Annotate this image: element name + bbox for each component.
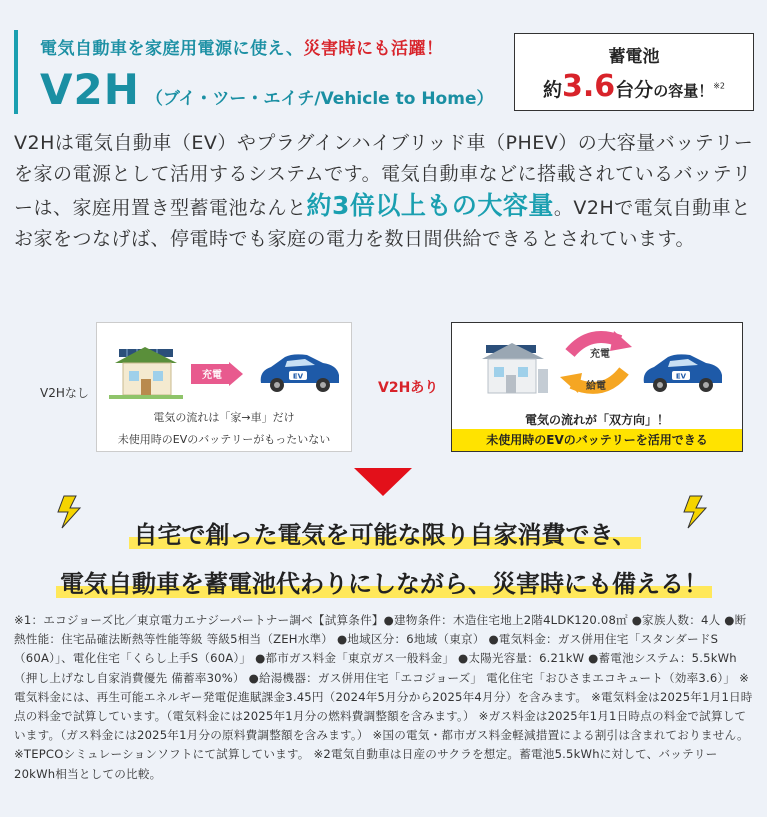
page-title — [40, 65, 504, 114]
capacity-box — [514, 33, 754, 111]
charge-arrow-label: 充電 — [202, 370, 222, 381]
ev-car-icon — [644, 354, 722, 392]
without-note-waste: 未使用時のEVのバッテリーがもったいない — [117, 433, 331, 446]
description-highlight: 約3倍以上もの大容量 — [306, 191, 554, 220]
capacity-unit: 台分 — [615, 79, 654, 101]
capacity-note-mark: ※2 — [713, 81, 725, 91]
title-v2h: V2H — [40, 65, 140, 114]
with-v2h-illustration — [452, 323, 744, 409]
subtitle-emphasis: 災害時にも活躍！ — [303, 39, 444, 59]
description-text-2: 。V2Hで電気自動車とお家をつなげば、停電時でも家庭の電力を数日間供給できるとされています。 — [14, 197, 751, 250]
tagline-line1-text: 自宅で創った電気を可能な限り自家消費でき、 — [129, 521, 640, 549]
charge-arrow — [191, 362, 243, 386]
ev-badge-text: EV — [292, 372, 304, 381]
capacity-label: 蓄電池 — [608, 47, 660, 67]
with-v2h-panel — [451, 322, 743, 452]
footnote: ※1：エコジョーズ比／東京電力エナジーパートナー調べ【試算条件】●建物条件：木造住宅地上2階4LDK120.08㎡ ●家族人数：4人 ●断熱性能：住宅品確法断熱等性能等級 等級5相当（ZEH水準） ●地域区分：6地域（東京） ●電気料金：ガス併用住宅「スタンダードS（60A）」、電化住宅「くらし上手S（60A）」 ●都市ガス料金「東京ガス一般料金」 ●太陽光容量：6.21kW ●蓄電池システム：5.5kWh（押し上げなし自家消費優先 備蓄率30%） ●給湯機器：ガス併用住宅「エコジョーズ」 電化住宅「おひさまエコキュート（効率3.6）」 ※電気料金には、再生可能エネルギー発電促進賦課金3.45円（2024年5月分から2025年4月分）を含みます。 ※電気料金は2025年1月1日時点の料金で試算しています。（電気料金には2025年1月分の燃料費調整額を含みます。） ※ガス料金は2025年1月1日時点の料金で試算しています。（ガス料金には2025年1月分の原料費調整額を含みます。） ※国の電気・都市ガス料金軽減措置による割引は含まれておりません。 ※TEPCOシミュレーションソフトにて試算しています。 ※2電気自動車は日産のサクラを想定。蓄電池5.5kWhに対して、バッテリー20kWh相当としての比較。 — [14, 613, 753, 781]
with-note-flow: 電気の流れが「双方向」！ — [524, 413, 669, 427]
with-note-benefit: 未使用時のEVのバッテリーを活用できる — [452, 429, 742, 451]
capacity-suffix: の容量！ — [653, 82, 714, 100]
ev-badge-text: EV — [675, 372, 687, 381]
without-note-flow: 電気の流れは「家→車」だけ — [153, 411, 295, 424]
cycle-arrows-icon — [560, 331, 632, 393]
capacity-prefix: 約 — [543, 79, 563, 101]
cycle-supply-label: 給電 — [586, 381, 606, 392]
tagline-line2 — [8, 564, 760, 599]
tagline-line1 — [70, 515, 700, 550]
header — [14, 30, 504, 114]
down-arrow-icon — [354, 468, 412, 496]
without-v2h-panel — [96, 322, 352, 452]
cycle-charge-label: 充電 — [590, 349, 610, 360]
house-icon — [482, 343, 548, 393]
header-subtitle — [40, 34, 504, 59]
tagline-line2-text: 電気自動車を蓄電池代わりにしながら、災害時にも備える！ — [56, 570, 712, 598]
ev-car-icon — [261, 354, 339, 392]
description-text-1: V2Hは電気自動車（EV）やプラグインハイブリッド車（PHEV）の大容量バッテリーを家の電源として活用するシステムです。電気自動車などに搭載されているバッテリーは、家庭用置き型蓄電池なんと — [14, 132, 754, 219]
description — [14, 128, 754, 255]
title-reading: （ブイ・ツー・エイチ/Vehicle to Home） — [145, 89, 494, 109]
capacity-number: 3.6 — [562, 69, 616, 104]
house-icon — [109, 347, 183, 399]
subtitle-text: 電気自動車を家庭用電源に使え、 — [40, 39, 304, 59]
without-v2h-label: V2Hなし — [40, 386, 89, 400]
with-v2h-label: V2Hあり — [378, 380, 439, 396]
capacity-value — [515, 69, 753, 104]
